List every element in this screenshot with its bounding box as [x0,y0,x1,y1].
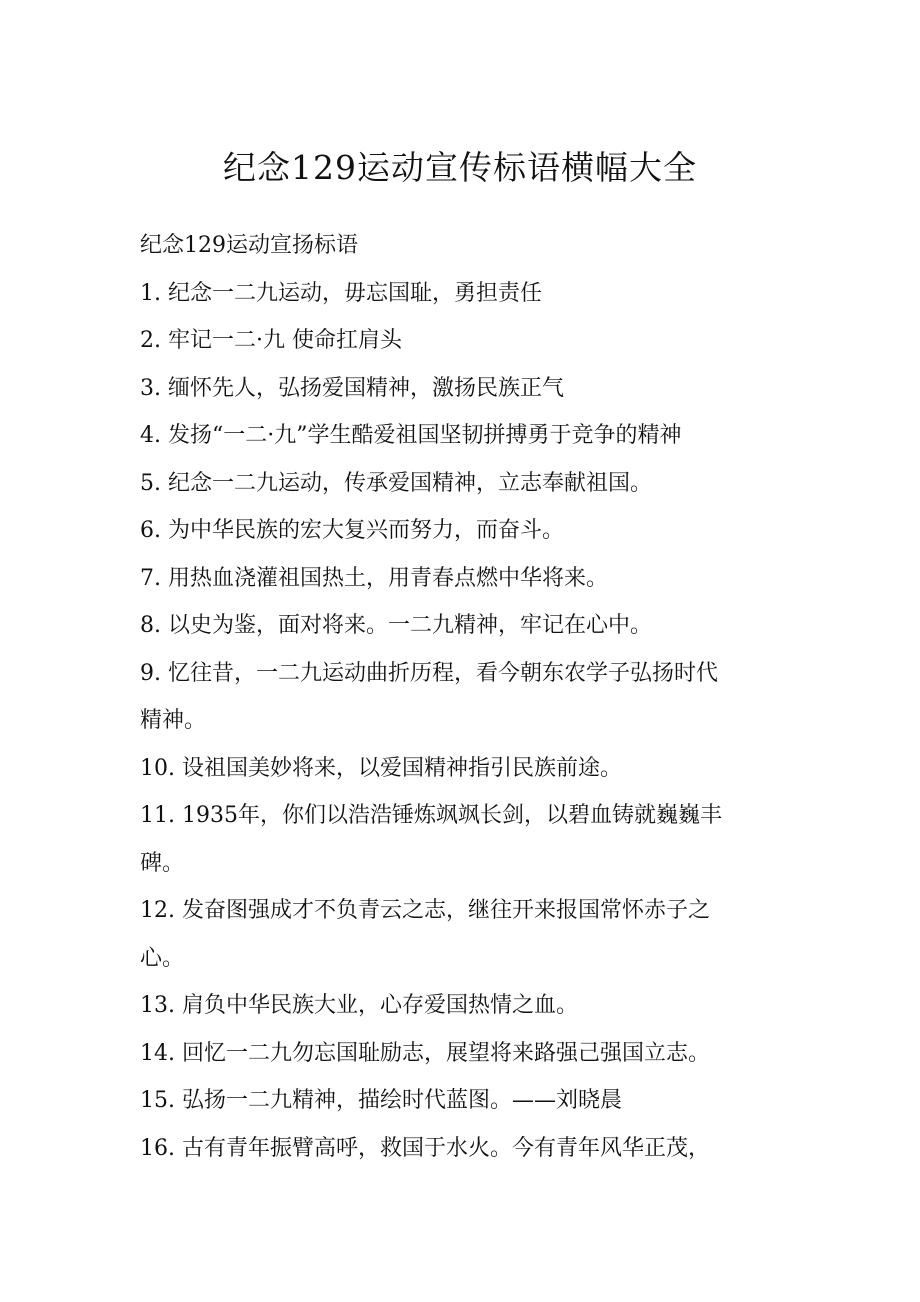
text-line: 15. 弘扬一二九精神，描绘时代蓝图。——刘晓晨 [140,1088,622,1113]
text-line: 13. 肩负中华民族大业，心存爱国热情之血。 [140,993,578,1018]
subtitle: 纪念129运动宣扬标语 [140,233,358,258]
text-line: 碑。 [140,850,185,876]
text-line: 7. 用热血浇灌祖国热土，用青春点燃中华将来。 [140,565,608,591]
text-line: 6. 为中华民族的宏大复兴而努力，而奋斗。 [140,518,564,543]
text-line: 16. 古有青年振臂高呼，救国于水火。今有青年风华正茂， [140,1135,710,1161]
text-line: 4. 发扬“一二·九”学生酷爱祖国坚韧拼搏勇于竞争的精神 [140,423,682,448]
page-title: 纪念129运动宣传标语横幅大全 [223,148,697,187]
text-line: 8. 以史为鉴，面对将来。一二九精神，牢记在心中。 [140,613,652,638]
text-line: 14. 回忆一二九勿忘国耻励志，展望将来路强己强国立志。 [140,1040,710,1066]
text-line: 3. 缅怀先人，弘扬爱国精神，激扬民族正气 [140,375,564,401]
text-line: 11. 1935年，你们以浩浩锤炼飒飒长剑，以碧血铸就巍巍丰 [140,803,722,828]
text-line: 1. 纪念一二九运动，毋忘国耻，勇担责任 [140,280,542,306]
text-line: 12. 发奋图强成才不负青云之志，继往开来报国常怀赤子之 [140,898,710,923]
text-line: 9. 忆往昔，一二九运动曲折历程，看今朝东农学子弘扬时代 [140,660,718,686]
text-line: 5. 纪念一二九运动，传承爱国精神，立志奉献祖国。 [140,470,652,496]
document-body [140,222,785,1172]
text-line: 精神。 [140,708,207,733]
text-line: 10. 设祖国美妙将来，以爱国精神指引民族前途。 [140,755,622,781]
text-line: 心。 [140,945,185,971]
text-line: 2. 牢记一二·九 使命扛肩头 [140,328,402,353]
